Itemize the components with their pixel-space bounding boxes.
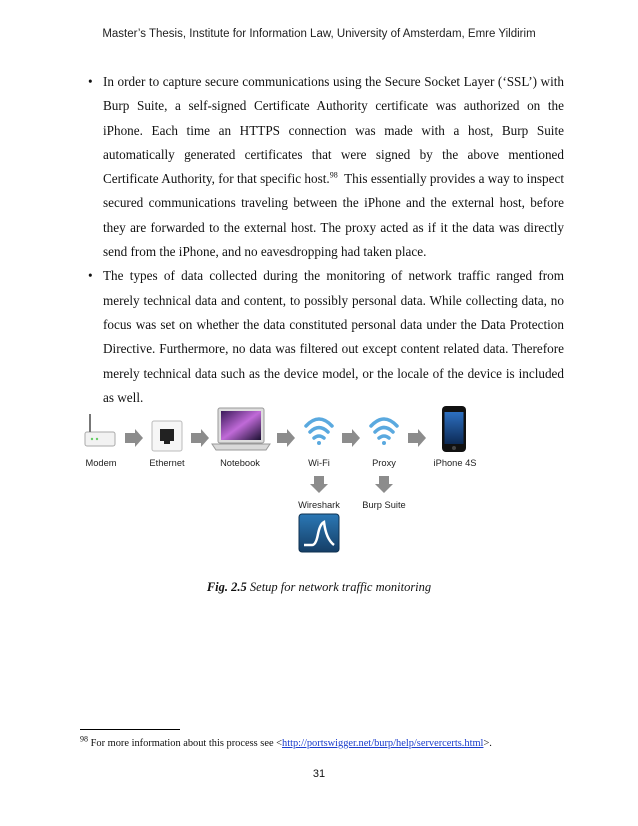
laptop-icon [212, 408, 270, 450]
wifi-icon [371, 419, 397, 445]
bullet-marker: • [88, 74, 93, 89]
page-number: 31 [312, 768, 326, 780]
node-label-modem: Modem [85, 458, 117, 468]
bullet-marker: • [88, 268, 93, 284]
node-label-wifi: Wi-Fi [308, 458, 330, 468]
node-label-proxy: Proxy [372, 458, 396, 468]
bullet-list [80, 70, 568, 410]
figure-number: Fig. 2.5 [206, 580, 247, 594]
footnote-reference[interactable]: 98 [329, 170, 338, 180]
running-header: Master’s Thesis, Institute for Information Law, University of Amsterdam, Emre Yildirim [102, 28, 536, 40]
figure-caption-text: Setup for network traffic monitoring [246, 580, 432, 594]
arrow-icon [125, 429, 143, 447]
arrow-icon [277, 429, 295, 447]
network-setup-figure [80, 404, 570, 564]
footnote [80, 734, 570, 749]
wifi-icon [306, 419, 332, 445]
arrow-icon [191, 429, 209, 447]
node-label-wireshark: Wireshark [298, 500, 340, 510]
bullet-item-ssl [80, 70, 568, 264]
iphone-icon [442, 406, 466, 452]
footnote-link[interactable]: http://portswigger.net/burp/help/servercerts.html [282, 738, 484, 749]
wireshark-fin-icon [299, 514, 339, 552]
bullet-text: The types of data collected during the monitoring of network traffic ranged from merely technical data and content, to possibly personal data. While collecting data, no focus was set on whether the data constituted personal data under the Data Protection Directive. Furthermore, no data was filtered out except content related data. Therefore merely technical data such as the device model, or the locale of the device is included as well. [103, 268, 564, 405]
node-label-burp-suite: Burp Suite [362, 500, 406, 510]
footnote-text-end: >. [483, 738, 492, 749]
footnote-number: 98 [80, 734, 88, 744]
arrow-icon [408, 429, 426, 447]
arrow-down-icon [375, 476, 393, 493]
ethernet-port-icon [152, 421, 182, 451]
node-label-iphone: iPhone 4S [433, 458, 477, 468]
router-icon [85, 414, 115, 446]
network-diagram [80, 404, 570, 564]
node-label-ethernet: Ethernet [149, 458, 185, 468]
bullet-text-continued: This essentially provides a way to inspect secured communications traveling between the iPhone and the external host, before they are forwarded to the external host. The proxy acted as if it the data was directly send from the iPhone, and no eavesdropping had taken place. [103, 171, 568, 260]
footnote-text: For more information about this process see < [88, 738, 283, 749]
footnote-divider [80, 729, 180, 730]
arrow-down-icon [310, 476, 328, 493]
bullet-text: In order to capture secure communications using the Secure Socket Layer (‘SSL’) with Burp Suite, a self-signed Certificate Authority certificate was authorized on the iPhone. Each time an HTTPS connection was made with a host, Burp Suite automatically generated certificates that were signed by the above mentioned Certificate Authority, for that specific host. [103, 74, 564, 187]
arrow-icon [342, 429, 360, 447]
bullet-item-data-types [80, 264, 564, 410]
figure-caption [0, 580, 638, 595]
node-label-notebook: Notebook [220, 458, 260, 468]
